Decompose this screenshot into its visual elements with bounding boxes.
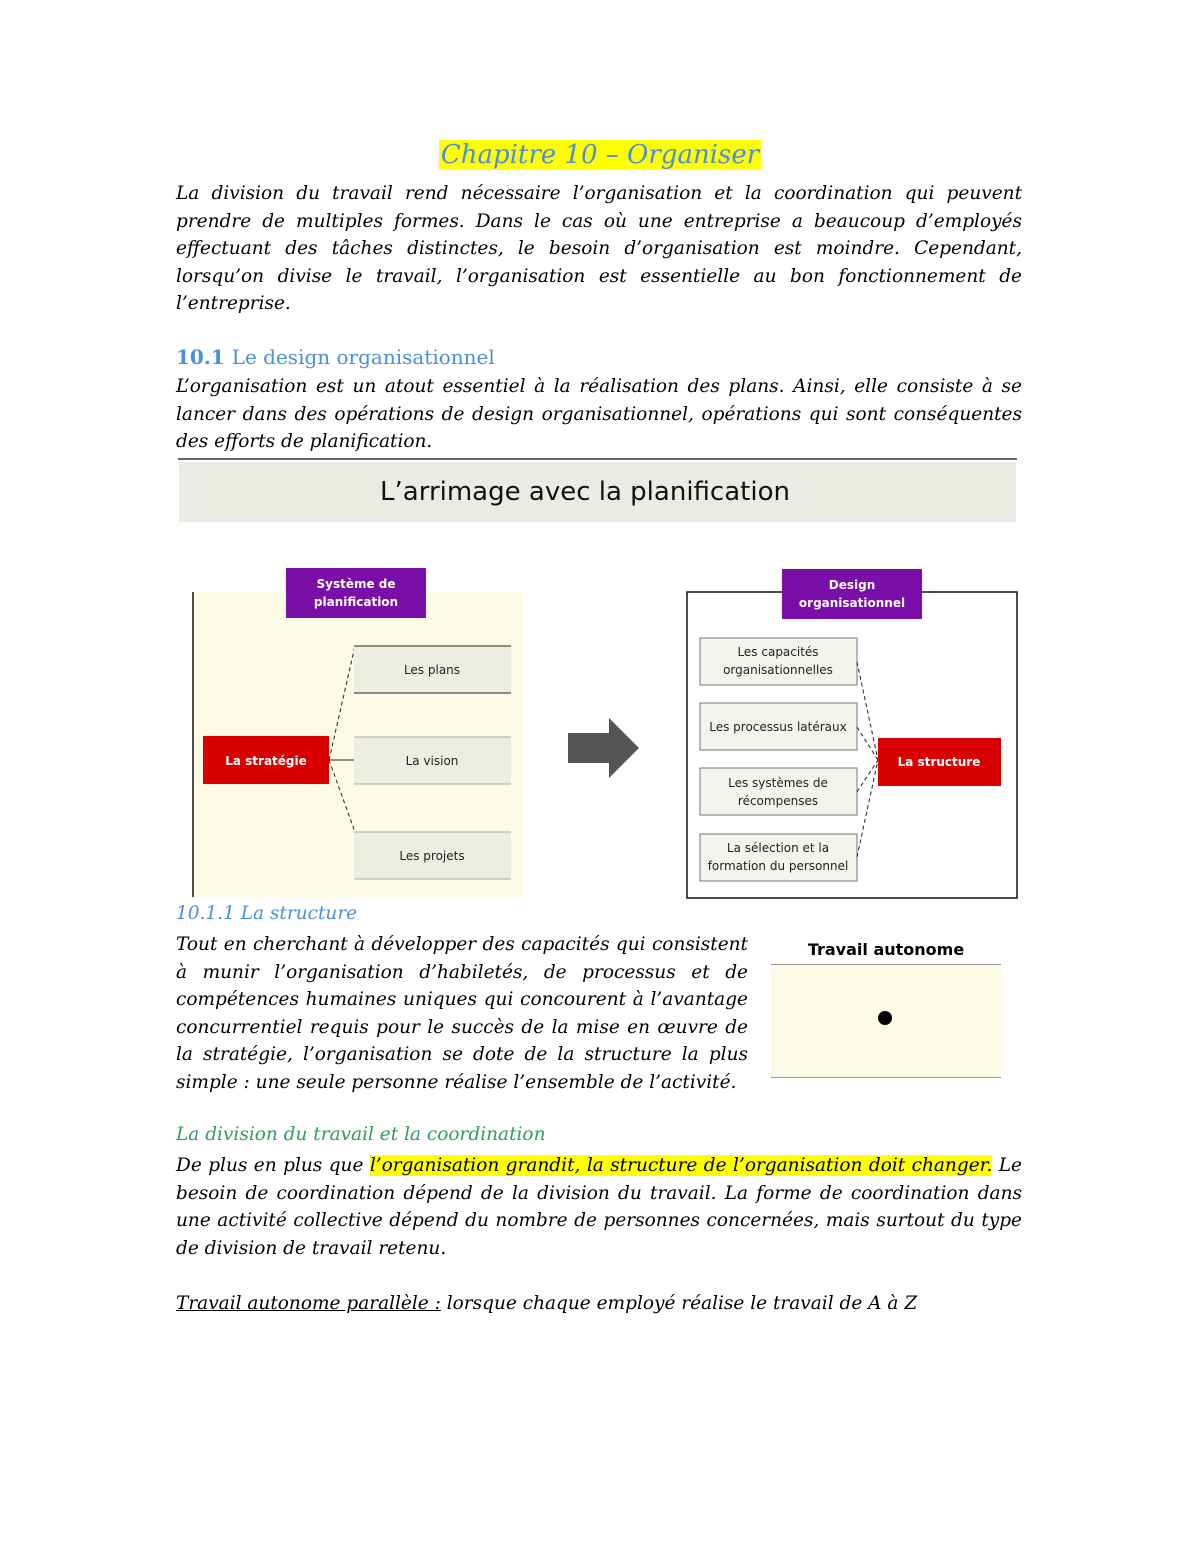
left-header-box [286,568,426,618]
dot-icon [878,1011,892,1025]
division-highlight: l’organisation grandit, la structure de l’organisation doit changer. [369,1155,993,1176]
subsection-heading: 10.1.1 La structure [176,903,358,924]
parallel-paragraph [176,1290,1022,1318]
right-header-box [782,569,922,619]
section-paragraph: L’organisation est un atout essentiel à la réalisation des plans. Ainsi, elle consiste à se lancer dans des opérations de design organisationnel, opérations qui sont conséquentes des efforts de planification. [176,376,1022,453]
left-item-vision: La vision [405,754,459,768]
right-item-1-line2: organisationnelles [723,663,833,677]
division-heading: La division du travail et la coordination [176,1124,546,1145]
subsection-paragraph: Tout en cherchant à développer des capacités qui consistent à munir l’organisation d’habiletés, de processus et de compétences humaines uniques qui concourent à l’avantage concurrentiel requis pour le succès de la mise en œuvre de la stratégie, l’organisation se dote de la structure la plus simple : une seule personne réalise l’ensemble de l’activité. [176,934,748,1093]
left-header-line2: planification [313,595,399,609]
section-number: 10.1 [176,345,225,369]
strategy-label: La stratégie [225,754,307,768]
right-item-4-line2: formation du personnel [707,859,849,873]
division-rest: Le besoin de coordination dépend de la division du travail. La forme de coordination dans une activité collective dépend du nombre de personnes concernées, mais surtout du type de division de travail retenu. [176,1155,1022,1259]
structure-label: La structure [897,755,981,769]
left-header-line1: Système de [316,577,396,591]
right-item-3-line1: Les systèmes de [728,776,828,790]
figure-panel [771,965,1001,1078]
right-header-line2: organisationnel [798,596,906,610]
right-item-4-line1: La sélection et la [726,841,830,855]
parallel-label: Travail autonome parallèle : [176,1293,441,1314]
intro-paragraph: La division du travail rend nécessaire l’organisation et la coordination qui peuvent prendre de multiples formes. Dans le cas où une entreprise a beaucoup d’employés effectuant des tâches distinctes, le besoin d’organisation est moindre. Cependant, lorsqu’on divise le travail, l’organisation est essentielle au bon fonctionnement de l’entreprise. [176,183,1022,315]
section-title: Le design organisationnel [231,345,495,369]
travail-autonome-figure [771,938,1001,1080]
right-item-1-line1: Les capacités [737,645,819,659]
right-header-line1: Design [828,578,876,592]
chapter-title-text: Chapitre 10 – Organiser [440,140,760,170]
parallel-text: lorsque chaque employé réalise le travail de A à Z [440,1293,918,1314]
banner-title: L’arrimage avec la planification [380,477,790,507]
arrow-right-icon [568,718,639,778]
figure-title: Travail autonome [771,938,1001,965]
right-item-2: Les processus latéraux [709,720,847,734]
division-lead: De plus en plus que [176,1155,370,1176]
division-paragraph [176,1152,1022,1262]
left-item-plans: Les plans [403,663,461,677]
right-item-3-line2: récompenses [737,794,819,808]
left-item-projets: Les projets [399,849,465,863]
